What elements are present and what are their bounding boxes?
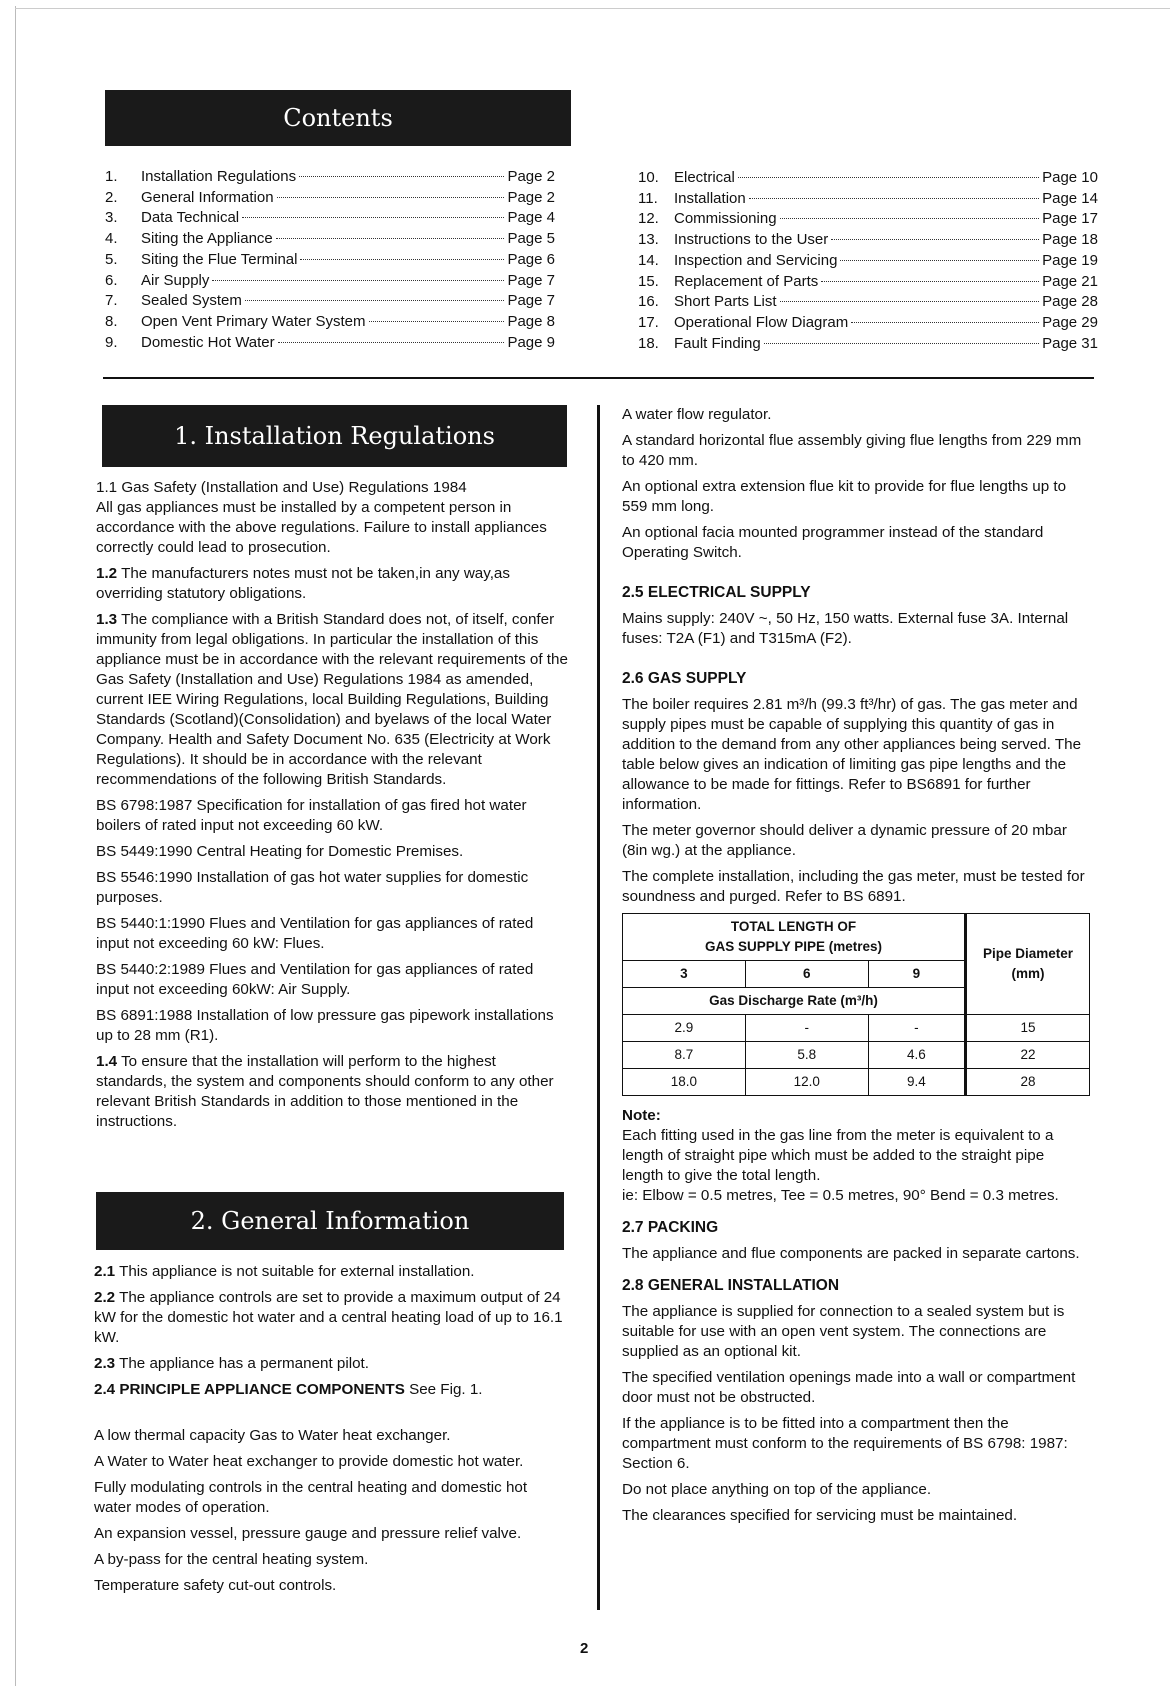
toc-entry[interactable]: 4. Siting the Appliance Page 5 <box>105 230 555 248</box>
page-number: 2 <box>580 1640 589 1657</box>
top-margin-line <box>15 8 1170 9</box>
para-2-6-b: The meter governor should deliver a dynamic pressure of 20 mbar (8in wg.) at the appliance. <box>622 822 1067 859</box>
gas-note: Note: Each fitting used in the gas line from the meter is equivalent to a length of straight pipe which must be added to the straight pipe length to give the total length. ie: Elbow = 0.5 metres, Tee = 0.5 metres, 90° Bend = 0.3 metres. <box>622 1107 1059 1204</box>
toc-entry[interactable]: 14. Inspection and Servicing Page 19 <box>638 251 1098 269</box>
para-1-3: 1.3 The compliance with a British Standard does not, of itself, confer immunity from legal obligations. In particular the installation of this appliance must be in accordance with the relevant requirements of the Gas Safety (Installation and Use) Regulations 1984 as amended, current IEE Wiring Regulations, local Building Regulations, Building Standards (Scotland)(Consolidation) and byelaws of the local Water Company. Health and Safety Document No. 635 (Electricity at Work Regulations). It should be in accordance with the relevant recommendations of the following British Standards. <box>96 611 568 788</box>
component-item: An optional extra extension flue kit to provide for flue lengths up to 559 mm long. <box>622 478 1067 515</box>
standard-item: BS 6798:1987 Specification for installation of gas fired hot water boilers of rated input not exceeding 60 kW. <box>96 797 527 834</box>
para-2-8: If the appliance is to be fitted into a compartment then the compartment must conform to the requirements of BS 6798: 1987: Section 6. <box>622 1415 1068 1472</box>
toc-entry[interactable]: 10. Electrical Page 10 <box>638 169 1098 186</box>
toc-entry[interactable]: 2. General Information Page 2 <box>105 188 555 206</box>
table-length-cell: 3 <box>623 961 746 988</box>
para-1-1: 1.1 Gas Safety (Installation and Use) Regulations 1984 All gas appliances must be installed by a competent person in accordance with the above regulations. Failure to install appliances correctly could lead to prosecution. <box>96 479 547 556</box>
table-row: 8.7 5.8 4.6 22 <box>623 1042 1090 1069</box>
para-2-7: The appliance and flue components are packed in separate cartons. <box>622 1245 1080 1262</box>
heading-2-7: 2.7 PACKING <box>622 1219 719 1236</box>
toc-entry[interactable]: 8. Open Vent Primary Water System Page 8 <box>105 312 555 330</box>
table-length-cell: 6 <box>745 961 868 988</box>
section1-banner: 1. Installation Regulations <box>102 405 567 467</box>
toc-entry[interactable]: 13. Instructions to the User Page 18 <box>638 231 1098 249</box>
toc-entry[interactable]: 3. Data Technical Page 4 <box>105 209 555 227</box>
table-row: 18.0 12.0 9.4 28 <box>623 1069 1090 1096</box>
component-item: A low thermal capacity Gas to Water heat exchanger. <box>94 1427 451 1444</box>
section2-body-right <box>622 405 1088 1532</box>
para-2-6-a: The boiler requires 2.81 m³/h (99.3 ft³/hr) of gas. The gas meter and supply pipes must be capable of supplying this quantity of gas in addition to the demand from any other appliances being served. The table below gives an indication of limiting gas pipe lengths and the allowance to be made for fittings. Refer to BS6891 for further information. <box>622 696 1082 813</box>
para-2-5: Mains supply: 240V ~, 50 Hz, 150 watts. External fuse 3A. Internal fuses: T2A (F1) and T315mA (F2). <box>622 610 1069 647</box>
section2-body-left <box>94 1262 566 1602</box>
para-2-2: 2.2 The appliance controls are set to provide a maximum output of 24 kW for the domestic hot water and a central heating load of up to 16.1 kW. <box>94 1289 563 1346</box>
heading-2-4: 2.4 PRINCIPLE APPLIANCE COMPONENTS See Fig. 1. <box>94 1381 483 1398</box>
toc-entry[interactable]: 7. Sealed System Page 7 <box>105 292 555 310</box>
toc-entry[interactable]: 12. Commissioning Page 17 <box>638 210 1098 228</box>
toc-right-column <box>638 168 1098 354</box>
toc-entry[interactable]: 16. Short Parts List Page 28 <box>638 293 1098 311</box>
toc-left-column <box>105 167 555 353</box>
component-item: A by-pass for the central heating system. <box>94 1551 369 1568</box>
para-1-4: 1.4 To ensure that the installation will perform to the highest standards, the system and components should conform to any other relevant British Standards in addition to those mentioned in the instructions. <box>96 1053 554 1130</box>
para-2-6-c: The complete installation, including the gas meter, must be tested for soundness and purged. Refer to BS 6891. <box>622 868 1085 905</box>
gas-pipe-table <box>622 913 1090 1096</box>
standard-item: BS 5449:1990 Central Heating for Domestic Premises. <box>96 843 464 860</box>
table-rate-label: Gas Discharge Rate (m³/h) <box>623 988 966 1015</box>
standard-item: BS 5440:1:1990 Flues and Ventilation for gas appliances of rated input not exceeding 60 kW: Flues. <box>96 915 534 952</box>
toc-entry[interactable]: 5. Siting the Flue Terminal Page 6 <box>105 250 555 268</box>
column-divider <box>597 405 600 1610</box>
para-2-8: The clearances specified for servicing must be maintained. <box>622 1507 1018 1524</box>
para-2-8: Do not place anything on top of the appliance. <box>622 1481 932 1498</box>
toc-entry[interactable]: 18. Fault Finding Page 31 <box>638 334 1098 352</box>
standard-item: BS 6891:1988 Installation of low pressure gas pipework installations up to 28 mm (R1). <box>96 1007 554 1044</box>
para-2-1: 2.1 This appliance is not suitable for external installation. <box>94 1263 475 1280</box>
contents-divider <box>103 377 1094 379</box>
left-margin-line <box>15 6 16 1686</box>
toc-entry[interactable]: 15. Replacement of Parts Page 21 <box>638 272 1098 290</box>
heading-2-5: 2.5 ELECTRICAL SUPPLY <box>622 584 811 601</box>
section2-banner: 2. General Information <box>96 1192 564 1250</box>
table-row: 2.9 - - 15 <box>623 1015 1090 1042</box>
table-length-cell: 9 <box>868 961 965 988</box>
component-item: Fully modulating controls in the central heating and domestic hot water modes of operation. <box>94 1479 528 1516</box>
para-2-3: 2.3 The appliance has a permanent pilot. <box>94 1355 369 1372</box>
toc-entry[interactable]: 17. Operational Flow Diagram Page 29 <box>638 313 1098 331</box>
component-item: A water flow regulator. <box>622 406 772 423</box>
para-2-8: The specified ventilation openings made into a wall or compartment door must not be obstructed. <box>622 1369 1076 1406</box>
para-2-8: The appliance is supplied for connection to a sealed system but is suitable for use with an open vent system. The connections are supplied as an optional kit. <box>622 1303 1065 1360</box>
component-item: A Water to Water heat exchanger to provide domestic hot water. <box>94 1453 524 1470</box>
toc-entry[interactable]: 6. Air Supply Page 7 <box>105 271 555 289</box>
toc-entry[interactable]: 9. Domestic Hot Water Page 9 <box>105 333 555 351</box>
component-item: An optional facia mounted programmer instead of the standard Operating Switch. <box>622 524 1044 561</box>
section1-body <box>96 478 568 1138</box>
heading-2-6: 2.6 GAS SUPPLY <box>622 670 747 687</box>
table-header-length: TOTAL LENGTH OF GAS SUPPLY PIPE (metres) <box>623 914 966 961</box>
heading-2-8: 2.8 GENERAL INSTALLATION <box>622 1277 840 1294</box>
toc-entry[interactable]: 1. Installation Regulations Page 2 <box>105 168 555 185</box>
toc-entry[interactable]: 11. Installation Page 14 <box>638 189 1098 207</box>
table-header-pipe: Pipe Diameter (mm) <box>966 914 1090 1015</box>
component-item: Temperature safety cut-out controls. <box>94 1577 337 1594</box>
component-item: An expansion vessel, pressure gauge and pressure relief valve. <box>94 1525 522 1542</box>
contents-banner: Contents <box>105 90 571 146</box>
standard-item: BS 5440:2:1989 Flues and Ventilation for gas appliances of rated input not exceeding 60kW: Air Supply. <box>96 961 534 998</box>
para-1-2: 1.2 The manufacturers notes must not be taken,in any way,as overriding statutory obligations. <box>96 565 510 602</box>
standard-item: BS 5546:1990 Installation of gas hot water supplies for domestic purposes. <box>96 869 529 906</box>
component-item: A standard horizontal flue assembly giving flue lengths from 229 mm to 420 mm. <box>622 432 1082 469</box>
